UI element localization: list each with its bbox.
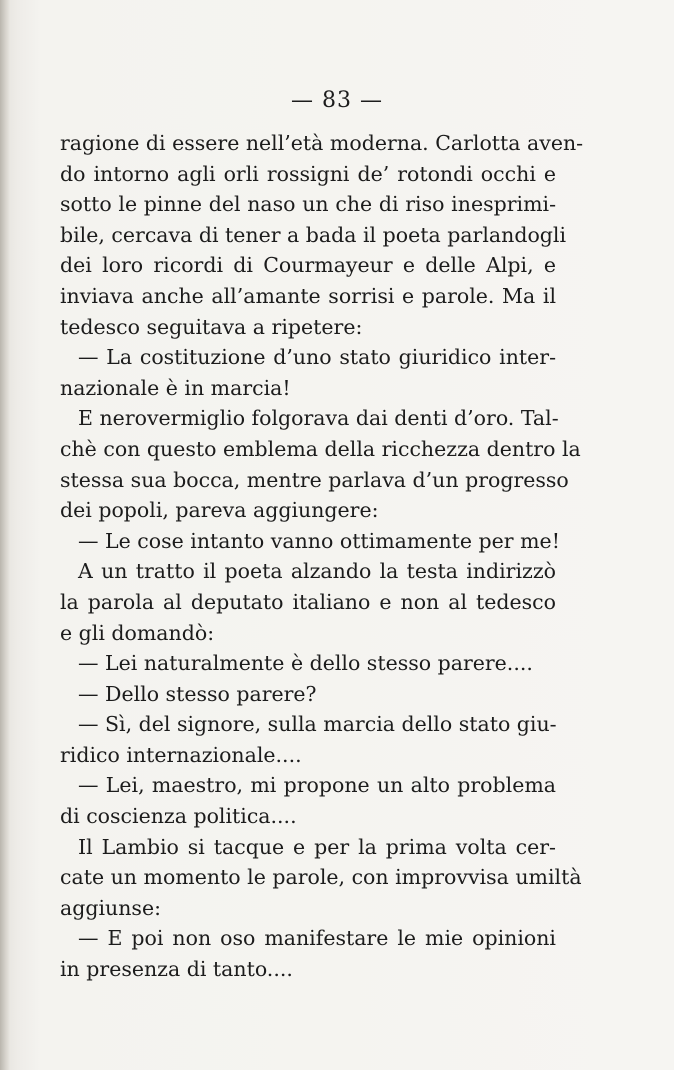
page-gutter-shadow bbox=[0, 0, 10, 1070]
text-line: dei popoli, pareva aggiungere: bbox=[60, 498, 379, 523]
text-line: A un tratto il poeta alzando la testa indirizzò bbox=[78, 559, 556, 584]
text-line: — Lei naturalmente è dello stesso parere.... bbox=[78, 651, 533, 676]
text-line: e gli domandò: bbox=[60, 620, 215, 645]
text-line: chè con questo emblema della ricchezza dentro la bbox=[60, 436, 581, 461]
text-line: — E poi non oso manifestare le mie opinioni bbox=[78, 926, 556, 951]
text-line: cate un momento le parole, con improvvisa umiltà bbox=[60, 865, 582, 890]
text-line: inviava anche all’amante sorrisi e parole. Ma il bbox=[60, 283, 556, 308]
text-line: ridico internazionale.... bbox=[60, 742, 302, 767]
text-line: in presenza di tanto.... bbox=[60, 957, 293, 982]
text-line: — Lei, maestro, mi propone un alto problema bbox=[78, 773, 556, 798]
text-line: — Dello stesso parere? bbox=[78, 681, 317, 706]
text-line: E nerovermiglio folgorava dai denti d’oro. Tal- bbox=[78, 406, 559, 431]
text-line: — Le cose intanto vanno ottimamente per me! bbox=[78, 528, 560, 553]
text-line: ragione di essere nell’età moderna. Carlotta aven- bbox=[60, 131, 584, 155]
text-line: la parola al deputato italiano e non al tedesco bbox=[60, 589, 556, 614]
text-line: dei loro ricordi di Courmayeur e delle Alpi, e bbox=[60, 253, 556, 278]
text-line: do intorno agli orli rossigni de’ rotondi occhi e bbox=[60, 161, 556, 186]
text-line: — Sì, del signore, sulla marcia dello stato giu- bbox=[78, 712, 557, 737]
text-line: Il Lambio si tacque e per la prima volta cer- bbox=[78, 834, 556, 859]
body-text bbox=[60, 128, 584, 985]
text-line: aggiunse: bbox=[60, 895, 161, 920]
text-line: — La costituzione d’uno stato giuridico inter- bbox=[78, 345, 556, 370]
text-line: tedesco seguitava a ripetere: bbox=[60, 314, 363, 339]
text-line: nazionale è in marcia! bbox=[60, 375, 291, 400]
text-line: sotto le pinne del naso un che di riso inesprimi- bbox=[60, 192, 556, 217]
text-line: stessa sua bocca, mentre parlava d’un progresso bbox=[60, 467, 569, 492]
text-line: di coscienza politica.... bbox=[60, 804, 297, 829]
text-line: bile, cercava di tener a bada il poeta parlandogli bbox=[60, 222, 567, 247]
page-number: — 83 — bbox=[291, 88, 383, 113]
